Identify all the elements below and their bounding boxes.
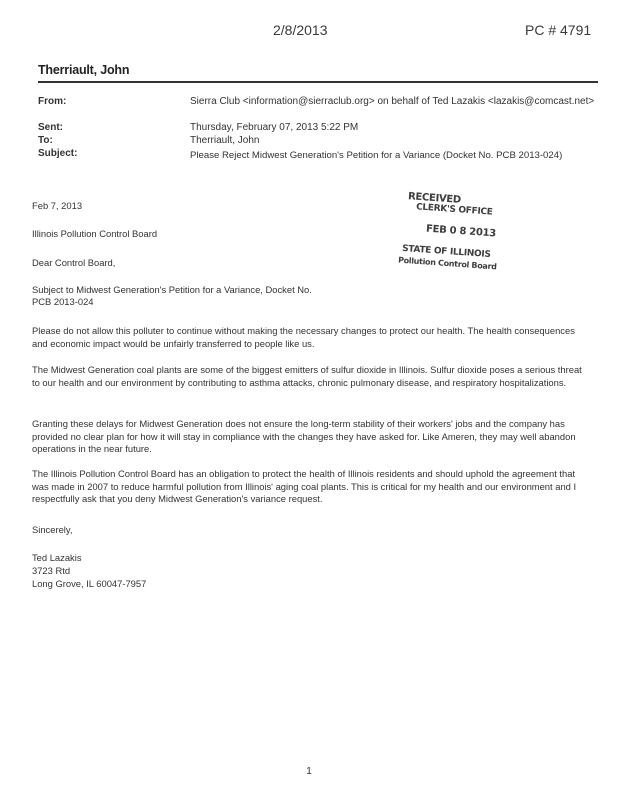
signature-address-2: Long Grove, IL 60047-7957 [32, 578, 147, 589]
to-label: To: [38, 135, 53, 146]
letter-paragraph-3: Granting these delays for Midwest Generation does not ensure the long-term stability of their workers' jobs and the company has provided no clear plan for how it will stay in compliance with the changes they have asked for. Like Ameren, they may well abandon operations in the near future. [32, 418, 576, 454]
header-divider [38, 81, 598, 83]
letter-closing: Sincerely, [32, 524, 73, 535]
letter-salutation: Dear Control Board, [32, 257, 116, 268]
signature-name: Ted Lazakis [32, 552, 82, 563]
subject-value: Please Reject Midwest Generation's Petition for a Variance (Docket No. PCB 2013-024) [190, 150, 563, 161]
subject-label: Subject: [38, 148, 78, 159]
pc-number: PC # 4791 [525, 22, 592, 38]
letter-date: Feb 7, 2013 [32, 200, 83, 211]
page-number: 1 [306, 766, 312, 777]
letter-paragraph-4: The Illinois Pollution Control Board has an obligation to protect the health of Illinois residents and should uphold the agreement that was made in 2007 to reduce harmful pollution from Illinois' aging coal plants. This is critical for my health and our environment and I respectfully ask that you deny Midwest Generation's variance request. [32, 468, 577, 504]
to-value: Therriault, John [190, 135, 260, 146]
stamp-date: FEB 0 8 2013 [425, 223, 497, 240]
sender-name: Therriault, John [38, 63, 130, 77]
letter-recipient: Illinois Pollution Control Board [32, 228, 158, 239]
document-date: 2/8/2013 [273, 22, 328, 38]
sent-value: Thursday, February 07, 2013 5:22 PM [190, 122, 359, 133]
stamp-received: RECEIVED [407, 191, 462, 206]
from-label: From: [38, 96, 67, 107]
letter-subject-line-1: Subject to Midwest Generation's Petition for a Variance, Docket No. [32, 284, 312, 295]
stamp-clerk-office: CLERK'S OFFICE [415, 202, 493, 218]
stamp-state: STATE OF ILLINOIS [401, 243, 491, 261]
letter-paragraph-1: Please do not allow this polluter to continue without making the necessary changes to protect our health. The health consequences and economic impact would be unfairly transferred to people like us. [32, 325, 575, 349]
stamp-board: Pollution Control Board [397, 255, 497, 272]
letter-paragraph-2: The Midwest Generation coal plants are some of the biggest emitters of sulfur dioxide in Illinois. Sulfur dioxide poses a serious threat to our health and our environment by contributing to asthma attacks, chronic pulmonary disease, and respiratory hospitalizations. [32, 364, 582, 388]
letter-subject-line-2: PCB 2013-024 [32, 296, 94, 307]
from-value: Sierra Club <information@sierraclub.org> on behalf of Ted Lazakis <lazakis@comcast.net> [190, 96, 595, 107]
signature-address-1: 3723 Rtd [32, 565, 71, 576]
sent-label: Sent: [38, 122, 63, 133]
